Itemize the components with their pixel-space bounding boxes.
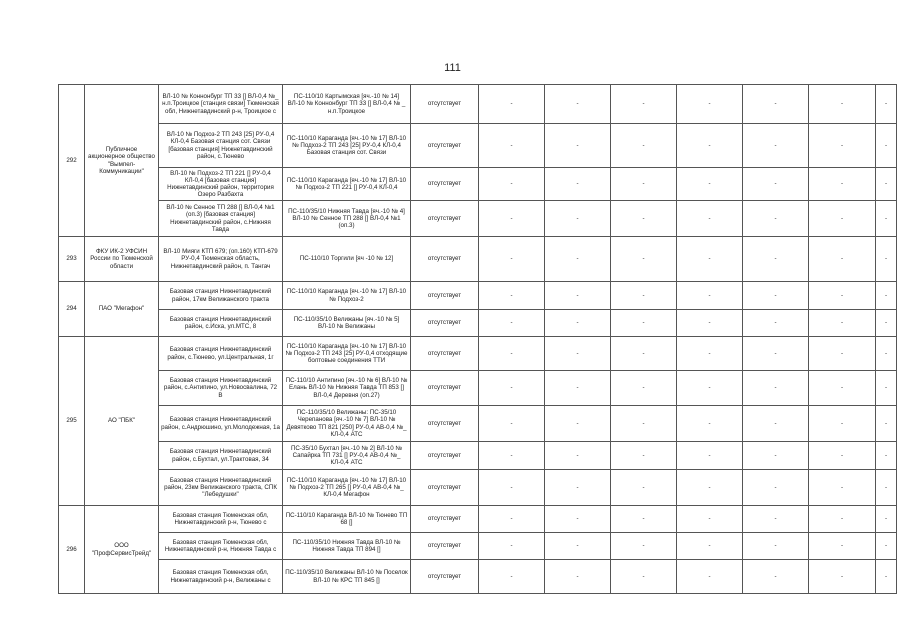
group-number: 295 [59, 337, 85, 506]
value-cell: - [479, 124, 545, 168]
value-cell: - [677, 237, 743, 282]
group-organization: Публичное акционерное общество "Вымпел-Коммуникации" [85, 85, 159, 237]
table-row [59, 442, 897, 470]
value-cell: - [479, 371, 545, 406]
status-cell: отсутствует [411, 201, 479, 237]
line-description: Базовая станция Нижнетавдинский район, 23км Велижанского тракта, СПК "Лебедушки" [159, 470, 283, 506]
page-number: 111 [444, 62, 461, 74]
table-row [59, 533, 897, 560]
value-cell: - [743, 201, 809, 237]
supply-center: ПС-110/10 Антипино [яч.-10 № 6] ВЛ-10 № Елань ВЛ-10 № Нижняя Тавда ТП 853 [] ВЛ-0,4 Деревня (оп.27) [283, 371, 411, 406]
value-cell: - [876, 168, 897, 201]
table-row [59, 337, 897, 371]
value-cell: - [545, 337, 611, 371]
value-cell: - [809, 310, 876, 337]
value-cell: - [677, 337, 743, 371]
value-cell: - [876, 201, 897, 237]
value-cell: - [876, 506, 897, 533]
status-cell: отсутствует [411, 337, 479, 371]
group-number: 292 [59, 85, 85, 237]
value-cell: - [479, 506, 545, 533]
group-number: 296 [59, 506, 85, 594]
supply-center: ПС-110/10 Караганда [яч.-10 № 17] ВЛ-10 № Подхоз-2 ТП 243 [25] РУ-0,4 отходящие болтовые соединения ТТИ [283, 337, 411, 371]
value-cell: - [479, 533, 545, 560]
value-cell: - [876, 310, 897, 337]
line-description: Базовая станция Тюменская обл, Нижнетавдинский р-н, Велижаны с [159, 560, 283, 594]
line-description: Базовая станция Нижнетавдинский район, с.Андрюшино, ул.Молодежная, 1а [159, 406, 283, 442]
value-cell: - [809, 85, 876, 124]
value-cell: - [479, 310, 545, 337]
supply-center: ПС-110/10 Торгили [яч -10 № 12] [283, 237, 411, 282]
value-cell: - [545, 506, 611, 533]
group-organization: ООО "ПрофСервисТрейд" [85, 506, 159, 594]
line-description: Базовая станция Тюменская обл, Нижнетавдинский р-н, Тюнево с [159, 506, 283, 533]
value-cell: - [677, 442, 743, 470]
value-cell: - [677, 406, 743, 442]
value-cell: - [743, 470, 809, 506]
line-description: ВЛ-10 Мияги КТП 679; (оп.160) КТП-679 РУ-0,4 Тюменская область, Нижнетавдинский район, п. Тангач [159, 237, 283, 282]
value-cell: - [545, 85, 611, 124]
value-cell: - [876, 282, 897, 310]
status-cell: отсутствует [411, 406, 479, 442]
value-cell: - [545, 371, 611, 406]
value-cell: - [611, 506, 677, 533]
status-cell: отсутствует [411, 533, 479, 560]
table-row [59, 85, 897, 124]
value-cell: - [809, 506, 876, 533]
line-description: Базовая станция Нижнетавдинский район, с.Тюнево, ул.Центральная, 1г [159, 337, 283, 371]
value-cell: - [611, 470, 677, 506]
table-row [59, 506, 897, 533]
table-row [59, 310, 897, 337]
value-cell: - [611, 85, 677, 124]
line-description: ВЛ-10 № Коннонбург ТП 33 [] ВЛ-0,4 №_ н.п.Троицкое [станция связи] Тюменская обл, Нижнетавдинский р-н, Троицкое с [159, 85, 283, 124]
value-cell: - [479, 442, 545, 470]
table-row [59, 168, 897, 201]
value-cell: - [479, 168, 545, 201]
value-cell: - [809, 237, 876, 282]
value-cell: - [876, 442, 897, 470]
value-cell: - [809, 337, 876, 371]
value-cell: - [876, 124, 897, 168]
value-cell: - [545, 406, 611, 442]
value-cell: - [809, 371, 876, 406]
value-cell: - [809, 406, 876, 442]
value-cell: - [545, 560, 611, 594]
value-cell: - [611, 237, 677, 282]
table-row [59, 406, 897, 442]
value-cell: - [743, 168, 809, 201]
value-cell: - [677, 470, 743, 506]
table-row [59, 237, 897, 282]
line-description: Базовая станция Нижнетавдинский район, 17км Велижанского тракта [159, 282, 283, 310]
value-cell: - [809, 442, 876, 470]
value-cell: - [545, 533, 611, 560]
value-cell: - [743, 442, 809, 470]
status-cell: отсутствует [411, 506, 479, 533]
value-cell: - [611, 124, 677, 168]
value-cell: - [677, 85, 743, 124]
value-cell: - [677, 310, 743, 337]
table-row [59, 470, 897, 506]
value-cell: - [876, 337, 897, 371]
value-cell: - [743, 124, 809, 168]
value-cell: - [479, 282, 545, 310]
table-row [59, 560, 897, 594]
value-cell: - [611, 201, 677, 237]
value-cell: - [545, 237, 611, 282]
supply-center: ПС-110/10 Караганда [яч.-10 № 17] ВЛ-10 № Подхоз-2 [283, 282, 411, 310]
value-cell: - [479, 337, 545, 371]
value-cell: - [743, 310, 809, 337]
group-organization: ПАО "Мегафон" [85, 282, 159, 337]
value-cell: - [611, 337, 677, 371]
line-description: Базовая станция Тюменская обл, Нижнетавдинский р-н, Нижняя Тавда с [159, 533, 283, 560]
value-cell: - [876, 85, 897, 124]
status-cell: отсутствует [411, 560, 479, 594]
value-cell: - [743, 371, 809, 406]
value-cell: - [611, 533, 677, 560]
value-cell: - [743, 282, 809, 310]
value-cell: - [809, 282, 876, 310]
value-cell: - [545, 168, 611, 201]
value-cell: - [876, 371, 897, 406]
consumers-table [58, 84, 897, 594]
line-description: ВЛ-10 № Подхоз-2 ТП 221 [] РУ-0,4 КЛ-0,4 [базовая станция] Нижнетавдинский район, территория Озеро Разбахта [159, 168, 283, 201]
status-cell: отсутствует [411, 371, 479, 406]
group-number: 293 [59, 237, 85, 282]
status-cell: отсутствует [411, 85, 479, 124]
status-cell: отсутствует [411, 124, 479, 168]
supply-center: ПС-35/10 Бухтал [яч.-10 № 2] ВЛ-10 № Сапайрка ТП 731 [] РУ-0,4 АВ-0,4 №_ КЛ-0,4 АТС [283, 442, 411, 470]
value-cell: - [677, 201, 743, 237]
table-row [59, 371, 897, 406]
value-cell: - [677, 124, 743, 168]
group-organization: ФКУ ИК-2 УФСИН России по Тюменской области [85, 237, 159, 282]
value-cell: - [743, 506, 809, 533]
supply-center: ПС-110/35/10 Нижняя Тавда [яч.-10 № 4] ВЛ-10 № Сенное ТП 288 [] ВЛ-0,4 №1 (оп.3) [283, 201, 411, 237]
supply-center: ПС-110/10 Караганда [яч.-10 № 17] ВЛ-10 № Подхоз-2 ТП 265 [] РУ-0,4 АВ-0,4 №_ КЛ-0,4 Мегафон [283, 470, 411, 506]
value-cell: - [677, 168, 743, 201]
line-description: ВЛ-10 № Подхоз-2 ТП 243 [25] РУ-0,4 КЛ-0,4 Базовая станция сот. Связи [базовая станция] Нижнетавдинский район, с.Тюнево [159, 124, 283, 168]
supply-center: ПС-110/35/10 Велижаны [яч.-10 № 5] ВЛ-10 № Велижаны [283, 310, 411, 337]
value-cell: - [876, 560, 897, 594]
value-cell: - [479, 85, 545, 124]
value-cell: - [611, 560, 677, 594]
value-cell: - [611, 168, 677, 201]
table-row [59, 201, 897, 237]
group-number: 294 [59, 282, 85, 337]
value-cell: - [876, 237, 897, 282]
value-cell: - [479, 470, 545, 506]
table-row [59, 124, 897, 168]
value-cell: - [743, 85, 809, 124]
status-cell: отсутствует [411, 310, 479, 337]
supply-center: ПС-110/10 Караганда ВЛ-10 № Тюнево ТП 68 [] [283, 506, 411, 533]
value-cell: - [743, 337, 809, 371]
value-cell: - [876, 406, 897, 442]
value-cell: - [611, 310, 677, 337]
status-cell: отсутствует [411, 442, 479, 470]
value-cell: - [809, 201, 876, 237]
table-row [59, 282, 897, 310]
supply-center: ПС-110/10 Караганда [яч.-10 № 17] ВЛ-10 № Подхоз-2 ТП 221 [] РУ-0,4 КЛ-0,4 [283, 168, 411, 201]
value-cell: - [743, 560, 809, 594]
value-cell: - [876, 533, 897, 560]
value-cell: - [545, 201, 611, 237]
value-cell: - [677, 282, 743, 310]
line-description: Базовая станция Нижнетавдинский район, с.Иска, ул.МТС, 8 [159, 310, 283, 337]
value-cell: - [809, 470, 876, 506]
value-cell: - [677, 533, 743, 560]
value-cell: - [479, 237, 545, 282]
value-cell: - [545, 282, 611, 310]
value-cell: - [545, 470, 611, 506]
value-cell: - [677, 560, 743, 594]
status-cell: отсутствует [411, 237, 479, 282]
value-cell: - [479, 560, 545, 594]
value-cell: - [677, 371, 743, 406]
value-cell: - [611, 282, 677, 310]
supply-center: ПС-110/10 Караганда [яч.-10 № 17] ВЛ-10 № Подхоз-2 ТП 243 [25] РУ-0,4 КЛ-0,4 Базовая станция сот. Связи [283, 124, 411, 168]
status-cell: отсутствует [411, 282, 479, 310]
line-description: Базовая станция Нижнетавдинский район, с.Бухтал, ул.Трактовая, 34 [159, 442, 283, 470]
line-description: ВЛ-10 № Сенное ТП 288 [] ВЛ-0,4 №1 (оп.3) [базовая станция] Нижнетавдинский район, с.Нижняя Тавда [159, 201, 283, 237]
status-cell: отсутствует [411, 470, 479, 506]
value-cell: - [809, 168, 876, 201]
value-cell: - [479, 201, 545, 237]
value-cell: - [743, 406, 809, 442]
value-cell: - [809, 124, 876, 168]
value-cell: - [545, 124, 611, 168]
group-organization: АО "ПБК" [85, 337, 159, 506]
supply-center: ПС-110/10 Картымская [яч.-10 № 14] ВЛ-10 № Коннонбург ТП 33 [] ВЛ-0,4 № _ н.п.Троицкое [283, 85, 411, 124]
value-cell: - [611, 371, 677, 406]
value-cell: - [545, 310, 611, 337]
value-cell: - [743, 237, 809, 282]
supply-center: ПС-110/35/10 Велижаны: ПС-35/10 Черепанова [яч.-10 № 7] ВЛ-10 № Девятково ТП 821 [250] РУ-0,4 АВ-0,4 №_ КЛ-0,4 АТС [283, 406, 411, 442]
value-cell: - [611, 406, 677, 442]
status-cell: отсутствует [411, 168, 479, 201]
line-description: Базовая станция Нижнетавдинский район, с.Антипино, ул.Новосвалина, 72 В [159, 371, 283, 406]
value-cell: - [809, 560, 876, 594]
value-cell: - [743, 533, 809, 560]
value-cell: - [876, 470, 897, 506]
value-cell: - [677, 506, 743, 533]
value-cell: - [479, 406, 545, 442]
value-cell: - [809, 533, 876, 560]
supply-center: ПС-110/35/10 Велижаны ВЛ-10 № Поселок ВЛ-10 № КРС ТП 845 [] [283, 560, 411, 594]
supply-center: ПС-110/35/10 Нижняя Тавда ВЛ-10 № Нижняя Тавда ТП 894 [] [283, 533, 411, 560]
value-cell: - [611, 442, 677, 470]
value-cell: - [545, 442, 611, 470]
